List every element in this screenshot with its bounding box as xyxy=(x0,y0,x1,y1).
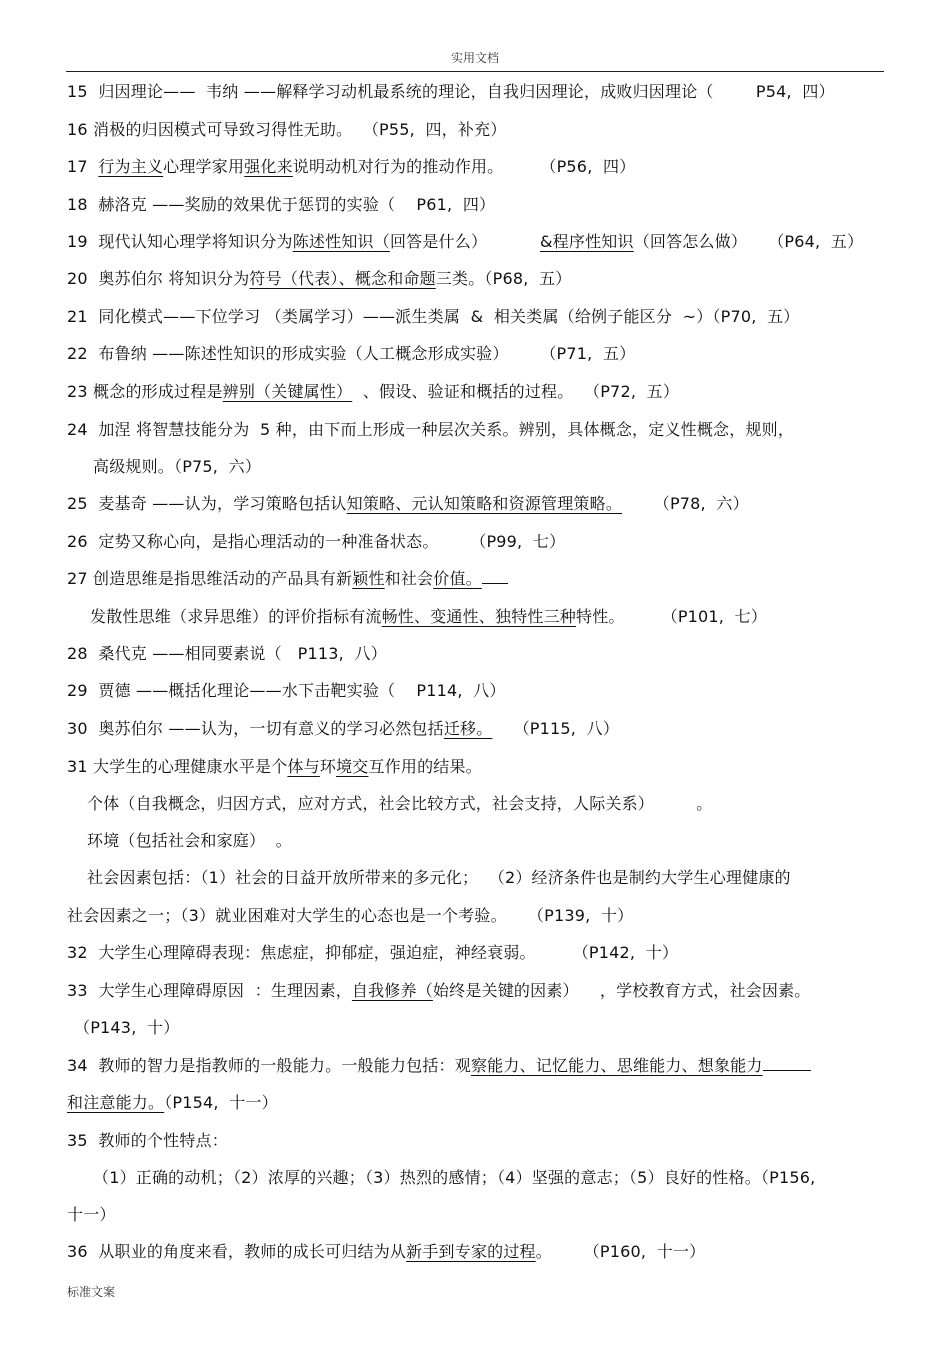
text: 34 教师的智力是指教师的一般能力。一般能力包括：观 xyxy=(67,1056,471,1075)
text: 30 奥苏伯尔 ——认为，一切有意义的学习必然包括 xyxy=(67,719,444,738)
item-23 xyxy=(67,381,679,403)
item-27 xyxy=(67,568,508,590)
item-31-environment: 环境（包括社会和家庭） 。 xyxy=(87,831,292,850)
text: 特性。 （P101, 七） xyxy=(576,607,768,626)
item-16: 16 消极的归因模式可导致习得性无助。 （P55, 四，补充） xyxy=(67,120,507,139)
item-32: 32 大学生心理障碍表现：焦虑症，抑郁症，强迫症，神经衰弱。 （P142, 十） xyxy=(67,943,679,962)
text: 19 现代认知心理学将知识分为 xyxy=(67,232,293,251)
item-24: 24 加涅 将智慧技能分为 5 种，由下而上形成一种层次关系。辨别，具体概念，定义性概念，规则， xyxy=(67,420,795,439)
header-divider xyxy=(66,71,884,72)
text: 始终是关键的因素） ，学校教育方式，社会因素。 xyxy=(432,981,811,1000)
underlined-term: 强化来 xyxy=(244,157,293,176)
text: 17 xyxy=(67,157,99,176)
text: 环 xyxy=(319,757,337,776)
text: 三类。（P68, 五） xyxy=(435,269,572,288)
item-30 xyxy=(67,718,619,740)
underlined-term: 颖性 xyxy=(352,569,385,588)
underlined-term: 体与 xyxy=(287,757,320,776)
text: 发散性思维（求异思维）的评价指标有流 xyxy=(90,607,382,626)
page-header: 实用文档 xyxy=(450,51,499,65)
text: 33 大学生心理障碍原因 ：生理因素， xyxy=(67,981,352,1000)
item-33 xyxy=(67,980,810,1002)
text: （P154, 十一） xyxy=(164,1093,278,1112)
text: 互作用的结果。 xyxy=(368,757,482,776)
text: （回答怎么做） （P64, 五） xyxy=(633,232,864,251)
item-26: 26 定势又称心向，是指心理活动的一种准备状态。 （P99, 七） xyxy=(67,532,566,551)
answer-rule xyxy=(763,1055,811,1071)
underlined-term: 察能力、记忆能力、思维能力、想象能力 xyxy=(470,1056,763,1075)
text: （P78, 六） xyxy=(622,494,749,513)
underlined-term: 自我修养（ xyxy=(351,981,433,1000)
underlined-term: 符号（代表）、概念和命题 xyxy=(249,269,436,288)
text: 31 大学生的心理健康水平是个 xyxy=(67,757,288,776)
item-31-individual: 个体（自我概念，归因方式，应对方式，社会比较方式，社会支持，人际关系） 。 xyxy=(87,794,713,813)
underlined-term: 畅性、变通性、独特性三种 xyxy=(381,607,577,626)
item-21: 21 同化模式——下位学习 （类属学习）——派生类属 & 相关类属（给例子能区分 ~）（P70, 五） xyxy=(67,307,800,326)
underlined-term: 陈述性知识（ xyxy=(292,232,390,251)
item-31-social-cont: 社会因素之一；（3）就业困难对大学生的心态也是一个考验。 （P139, 十） xyxy=(67,906,634,925)
item-27-cont xyxy=(90,606,767,628)
underlined-term: 迁移。 xyxy=(443,719,493,738)
item-25 xyxy=(67,493,749,515)
item-22: 22 布鲁纳 ——陈述性知识的形成实验（人工概念形成实验） （P71, 五） xyxy=(67,344,636,363)
item-36 xyxy=(67,1241,705,1263)
item-31 xyxy=(67,756,482,778)
text: 。 （P160, 十一） xyxy=(535,1242,706,1261)
item-19 xyxy=(67,231,863,253)
text: 27 创造思维是指思维活动的产品具有新 xyxy=(67,569,353,588)
text: （P115, 八） xyxy=(492,719,620,738)
text: 回答是什么） xyxy=(389,232,540,251)
underlined-term: 辨别（关键属性） xyxy=(222,382,353,401)
item-24-cont: 高级规则。（P75, 六） xyxy=(93,457,262,476)
item-35-list: （1）正确的动机；（2）浓厚的兴趣；（3）热烈的感情；（4）坚强的意志；（5）良好的性格。（P156, xyxy=(93,1168,816,1187)
text: 23 概念的形成过程是 xyxy=(67,382,223,401)
text: 25 麦基奇 ——认为，学习策略包括认 xyxy=(67,494,347,513)
item-18: 18 赫洛克 ——奖励的效果优于惩罚的实验（ P61, 四） xyxy=(67,195,496,214)
item-28: 28 桑代克 ——相同要素说（ P113, 八） xyxy=(67,644,387,663)
item-20 xyxy=(67,268,572,290)
item-34 xyxy=(67,1055,811,1077)
text: 和社会 xyxy=(384,569,434,588)
item-35: 35 教师的个性特点： xyxy=(67,1131,228,1150)
text: 心理学家用 xyxy=(163,157,245,176)
underlined-term: 行为主义 xyxy=(98,157,164,176)
underlined-term: 和注意能力。 xyxy=(67,1093,165,1112)
underlined-term: 价值。 xyxy=(433,569,482,588)
answer-rule xyxy=(482,568,508,584)
item-15: 15 归因理论—— 韦纳 ——解释学习动机最系统的理论，自我归因理论，成败归因理论（ P54, 四） xyxy=(67,82,835,101)
item-29: 29 贾德 ——概括化理论——水下击靶实验（ P114, 八） xyxy=(67,681,506,700)
underlined-term: 知策略、元认知策略和资源管理策略。 xyxy=(346,494,623,513)
text: 36 从职业的角度来看，教师的成长可归结为从 xyxy=(67,1242,407,1261)
item-33-cont: （P143, 十） xyxy=(74,1018,180,1037)
item-35-cont: 十一） xyxy=(67,1205,116,1224)
text: 说明动机对行为的推动作用。 （P56, 四） xyxy=(292,157,636,176)
item-31-social: 社会因素包括：（1）社会的日益开放所带来的多元化； （2）经济条件也是制约大学生心理健康的 xyxy=(87,868,791,887)
underlined-term: 境交 xyxy=(336,757,369,776)
underlined-term: &程序性知识 xyxy=(540,232,634,251)
text: 20 奥苏伯尔 将知识分为 xyxy=(67,269,250,288)
item-17 xyxy=(67,156,635,178)
text: 、假设、验证和概括的过程。 （P72, 五） xyxy=(352,382,680,401)
page-footer: 标准文案 xyxy=(67,1285,116,1299)
underlined-term: 新手到专家的过程 xyxy=(406,1242,536,1261)
item-34-cont xyxy=(67,1092,278,1114)
